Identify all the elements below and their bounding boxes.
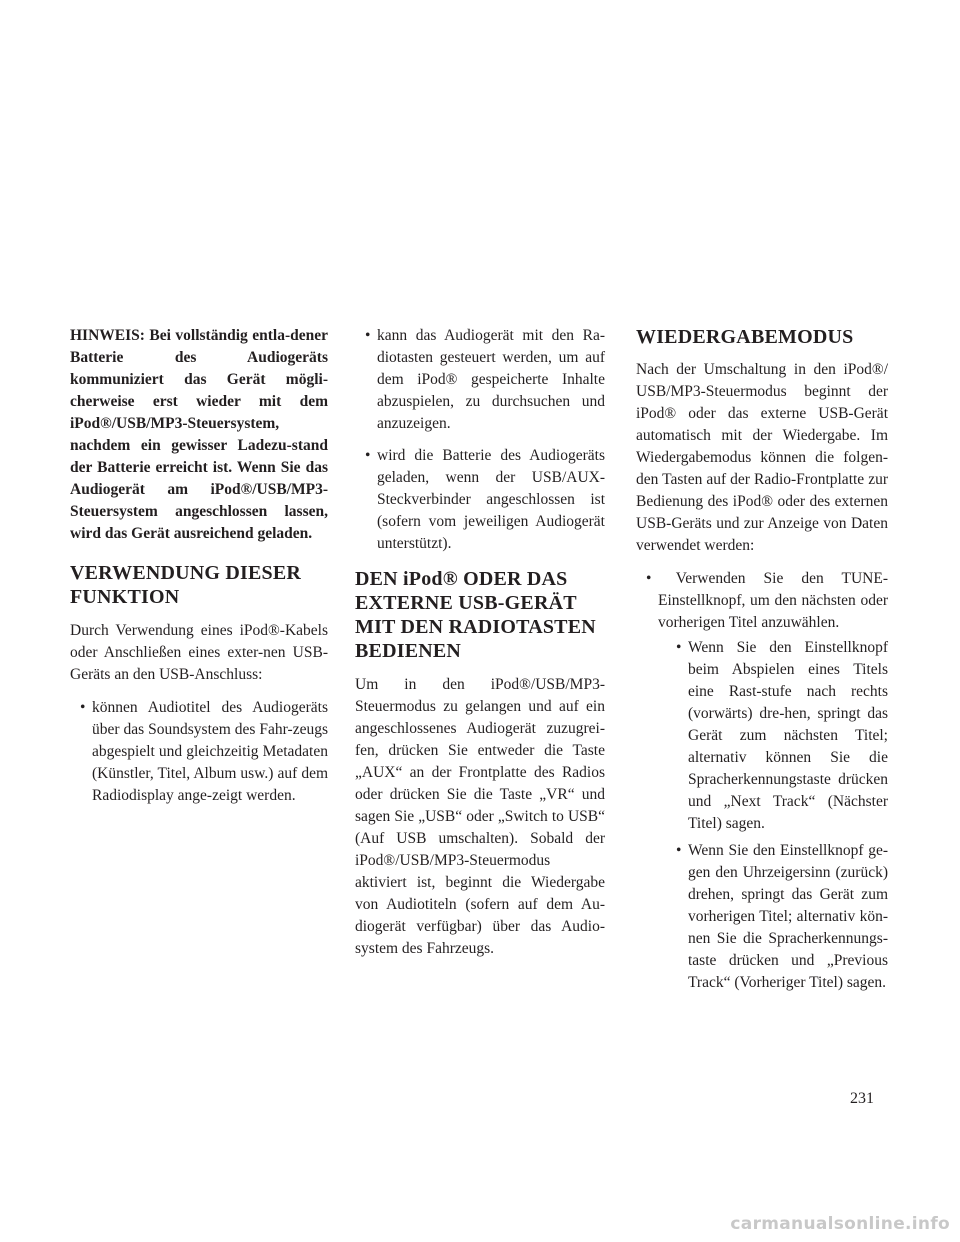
column-left: [70, 325, 328, 807]
list-item-text: Verwenden Sie den TUNE-Einstellknopf, um den nächsten oder vorherigen Titel anzuwählen.: [658, 570, 888, 631]
section-heading-controls: DEN iPod® ODER DAS EXTERNE USB-GERÄT MIT DEN RADIOTASTEN BEDIENEN: [355, 568, 596, 662]
section-heading-usage: VERWENDUNG DIESER FUNKTION: [70, 562, 302, 608]
feature-list: [70, 697, 328, 807]
list-item: [636, 568, 888, 994]
watermark: carmanualsonline.info: [730, 1214, 950, 1234]
playback-paragraph: Nach der Umschaltung in den iPod®/ USB/MP3-Steuermodus beginnt der iPod® oder das externe USB-Gerät automatisch mit der Wiedergabe. Im Wiedergabemodus können die folgen-den Tasten auf der Radio-Frontplatte zur Bedienung des iPod® oder des externen USB-Geräts und zur Anzeige von Daten verwendet werden:: [636, 361, 888, 554]
sub-list-item: • Wenn Sie den Einstellknopf ge-gen den Uhrzeigersinn (zurück) drehen, springt das Gerät zum vorherigen Titel; alternativ kön-nen Sie die Spracherkennungs-taste drücken und „Previous Track“ (Vorheriger Titel) sagen.: [658, 840, 888, 994]
feature-list-continued: [355, 325, 605, 555]
sub-list-item: • Wenn Sie den Einstellknopf beim Abspielen eines Titels eine Rast-stufe nach rechts (vorwärts) dre-hen, springt das Gerät zum nächsten Titel; alternativ können Sie die Spracherkennungstaste drücken und „Next Track“ (Nächster Titel) sagen.: [658, 637, 888, 835]
controls-paragraph: Um in den iPod®/USB/MP3-Steuermodus zu gelangen und auf ein angeschlossenes Audiogerät zuzugrei-fen, drücken Sie entweder die Taste „AUX“ an der Frontplatte des Radios oder drücken Sie die Taste „VR“ und sagen Sie „USB“ oder „Switch to USB“ (Auf USB umschalten). Sobald der iPod®/USB/MP3-Steuermodus aktiviert ist, beginnt die Wiedergabe von Audiotiteln (sofern auf dem Au-diogerät verfügbar) über das Audio-system des Fahrzeugs.: [355, 676, 605, 957]
note-paragraph: HINWEIS: Bei vollständig entla-dener Batterie des Audiogeräts kommuniziert das Gerät mögli-cherweise erst wieder mit dem iPod®/USB/MP3-Steuersystem, nachdem ein gewisser Ladezu-stand der Batterie erreicht ist. Wenn Sie das Audiogerät am iPod®/USB/MP3-Steuersystem angeschlossen lassen, wird das Gerät ausreichend geladen.: [70, 327, 328, 542]
page-number: 231: [850, 1090, 874, 1107]
column-middle: [355, 325, 605, 960]
list-item: • kann das Audiogerät mit den Ra-diotasten gesteuert werden, um auf dem iPod® gespeicherte Inhalte abzuspielen, zu durchsuchen und anzuzeigen.: [355, 325, 605, 435]
list-item: • können Audiotitel des Audiogeräts über das Soundsystem des Fahr-zeugs abgespielt und gleichzeitig Metadaten (Künstler, Titel, Album usw.) auf dem Radiodisplay ange-zeigt werden.: [70, 697, 328, 807]
section-heading-playback: WIEDERGABEMODUS: [636, 326, 854, 348]
sub-list: [658, 637, 888, 994]
intro-paragraph: Durch Verwendung eines iPod®-Kabels oder Anschließen eines exter-nen USB-Geräts an den USB-Anschluss:: [70, 622, 328, 683]
playback-list: [636, 568, 888, 994]
list-item: • wird die Batterie des Audiogeräts geladen, wenn der USB/AUX-Steckverbinder angeschlossen ist (sofern vom jeweiligen Audiogerät unterstützt).: [355, 445, 605, 555]
column-right: [636, 325, 888, 994]
